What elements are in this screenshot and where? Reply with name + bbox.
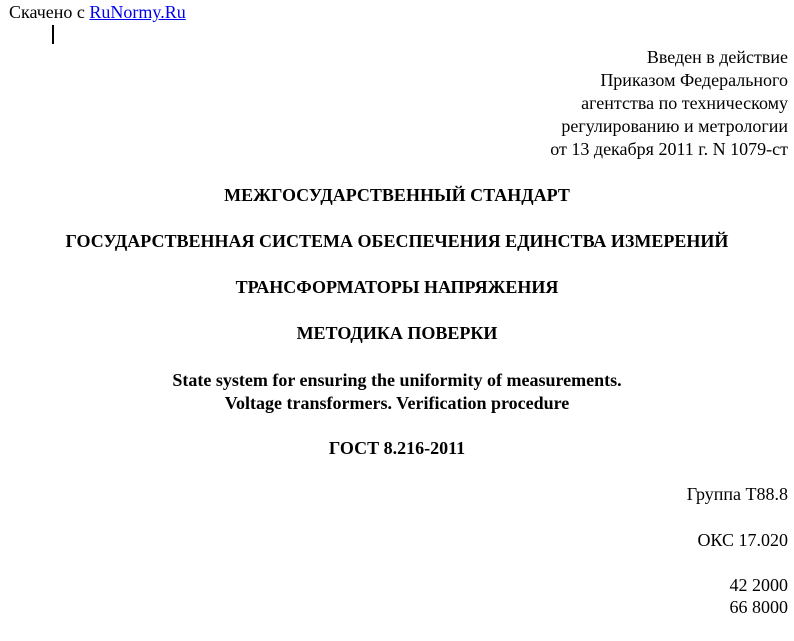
source-prefix: Скачено с bbox=[9, 2, 90, 22]
subject-heading: ТРАНСФОРМАТОРЫ НАПРЯЖЕНИЯ bbox=[235, 277, 559, 297]
text-cursor bbox=[52, 25, 54, 44]
english-title bbox=[0, 369, 794, 415]
okp-code: 42 2000 bbox=[729, 575, 788, 595]
runormy-link[interactable]: RuNormy.Ru bbox=[89, 2, 186, 22]
interstate-standard-heading: МЕЖГОСУДАРСТВЕННЫЙ СТАНДАРТ bbox=[224, 185, 570, 205]
system-heading: ГОСУДАРСТВЕННАЯ СИСТЕМА ОБЕСПЕЧЕНИЯ ЕДИНСТВА ИЗМЕРЕНИЙ bbox=[65, 231, 729, 251]
enactment-line: от 13 декабря 2011 г. N 1079-ст bbox=[550, 139, 788, 159]
okp-codes bbox=[730, 574, 789, 618]
english-title-line: State system for ensuring the uniformity of measurements. bbox=[172, 370, 622, 390]
gost-number: ГОСТ 8.216-2011 bbox=[328, 438, 466, 458]
group-code: Группа Т88.8 bbox=[686, 484, 788, 504]
enactment-line: Введен в действие bbox=[646, 47, 788, 67]
source-line bbox=[9, 1, 186, 23]
enactment-line: агентства по техническому bbox=[581, 93, 788, 113]
enactment-line: регулированию и метрологии bbox=[561, 116, 788, 136]
method-heading: МЕТОДИКА ПОВЕРКИ bbox=[296, 323, 498, 343]
enactment-line: Приказом Федерального bbox=[600, 70, 788, 90]
oks-code: ОКС 17.020 bbox=[697, 530, 788, 550]
okp-code: 66 8000 bbox=[729, 597, 788, 617]
english-title-line: Voltage transformers. Verification procedure bbox=[224, 393, 570, 413]
enactment-block bbox=[550, 46, 788, 161]
